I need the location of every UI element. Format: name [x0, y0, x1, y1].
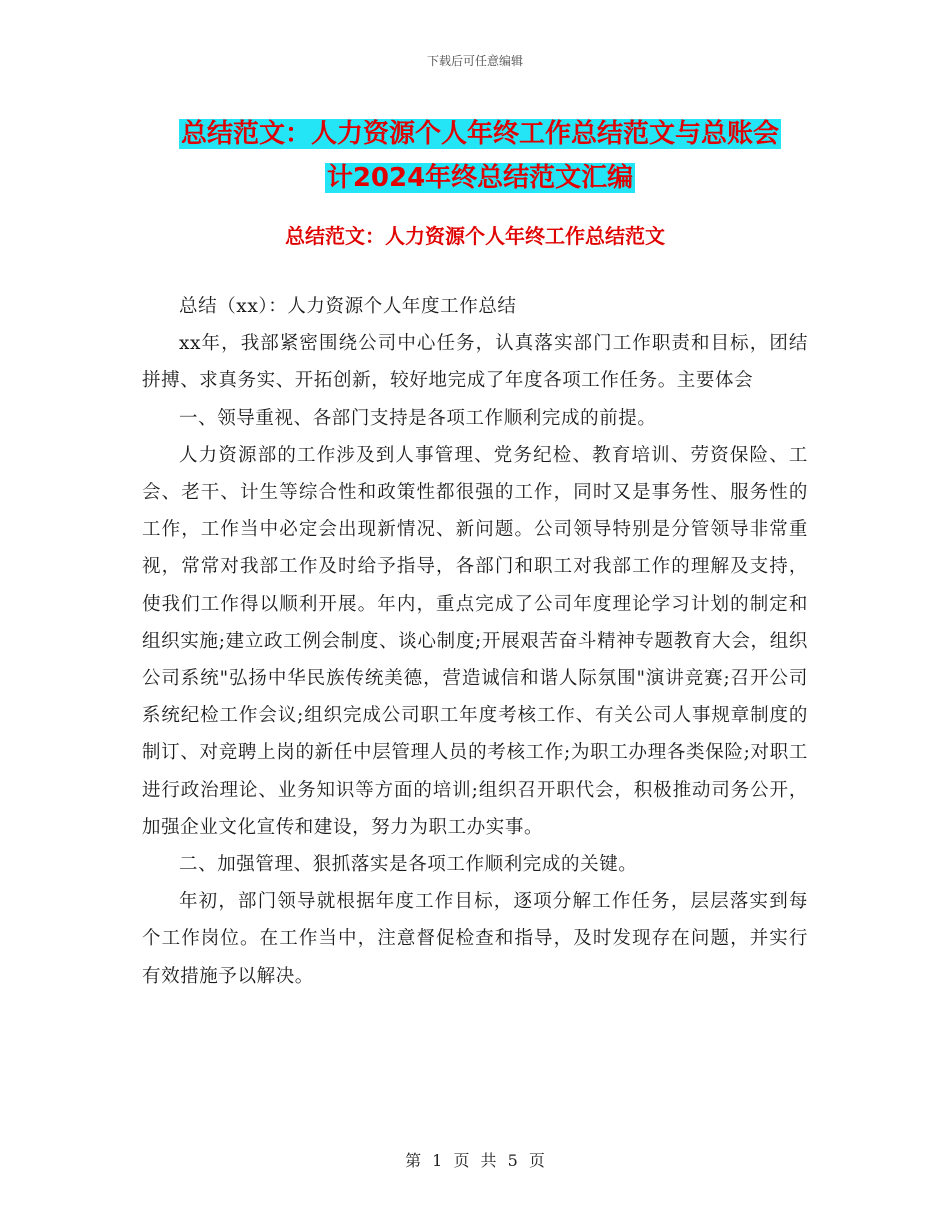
- paragraph-heading-2: 二、加强管理、狠抓落实是各项工作顺利完成的关键。: [179, 854, 638, 876]
- document-title-line-1: 总结范文：人力资源个人年终工作总结范文与总账会: [180, 119, 779, 149]
- section-heading: 总结范文：人力资源个人年终工作总结范文: [285, 224, 665, 248]
- paragraph-body-2: 年初，部门领导就根据年度工作目标，逐项分解工作任务，层层落实到每个工作岗位。在工作当中，注意督促检查和指导，及时发现存在问题，并实行有效措施予以解决。: [142, 891, 808, 987]
- document-body: [142, 288, 808, 995]
- page-number-footer: 第 1 页 共 5 页: [405, 1151, 545, 1170]
- document-title-line-2: 计2024年终总结范文汇编: [326, 163, 634, 193]
- paragraph-body-1: 人力资源部的工作涉及到人事管理、党务纪检、教育培训、劳资保险、工会、老干、计生等综合性和政策性都很强的工作，同时又是事务性、服务性的工作，工作当中必定会出现新情况、新问题。公司领导特别是分管领导非常重视，常常对我部工作及时给予指导，各部门和职工对我部工作的理解及支持，使我们工作得以顺利开展。年内，重点完成了公司年度理论学习计划的制定和组织实施;建立政工例会制度、谈心制度;开展艰苦奋斗精神专题教育大会，组织公司系统"弘扬中华民族传统美德，营造诚信和谐人际氛围"演讲竞赛;召开公司系统纪检工作会议;组织完成公司职工年度考核工作、有关公司人事规章制度的制订、对竞聘上岗的新任中层管理人员的考核工作;为职工办理各类保险;对职工进行政治理论、业务知识等方面的培训;组织召开职代会，积极推动司务公开，加强企业文化宣传和建设，努力为职工办实事。: [142, 444, 808, 838]
- paragraph-heading-1: 一、领导重视、各部门支持是各项工作顺利完成的前提。: [179, 407, 657, 429]
- page-header-note: 下载后可任意编辑: [426, 54, 523, 68]
- paragraph-intro: xx年，我部紧密围绕公司中心任务，认真落实部门工作职责和目标，团结拼搏、求真务实、开拓创新，较好地完成了年度各项工作任务。主要体会: [142, 333, 808, 392]
- document-title: [150, 112, 810, 200]
- paragraph-subtitle: 总结（xx）：人力资源个人年度工作总结: [179, 296, 517, 317]
